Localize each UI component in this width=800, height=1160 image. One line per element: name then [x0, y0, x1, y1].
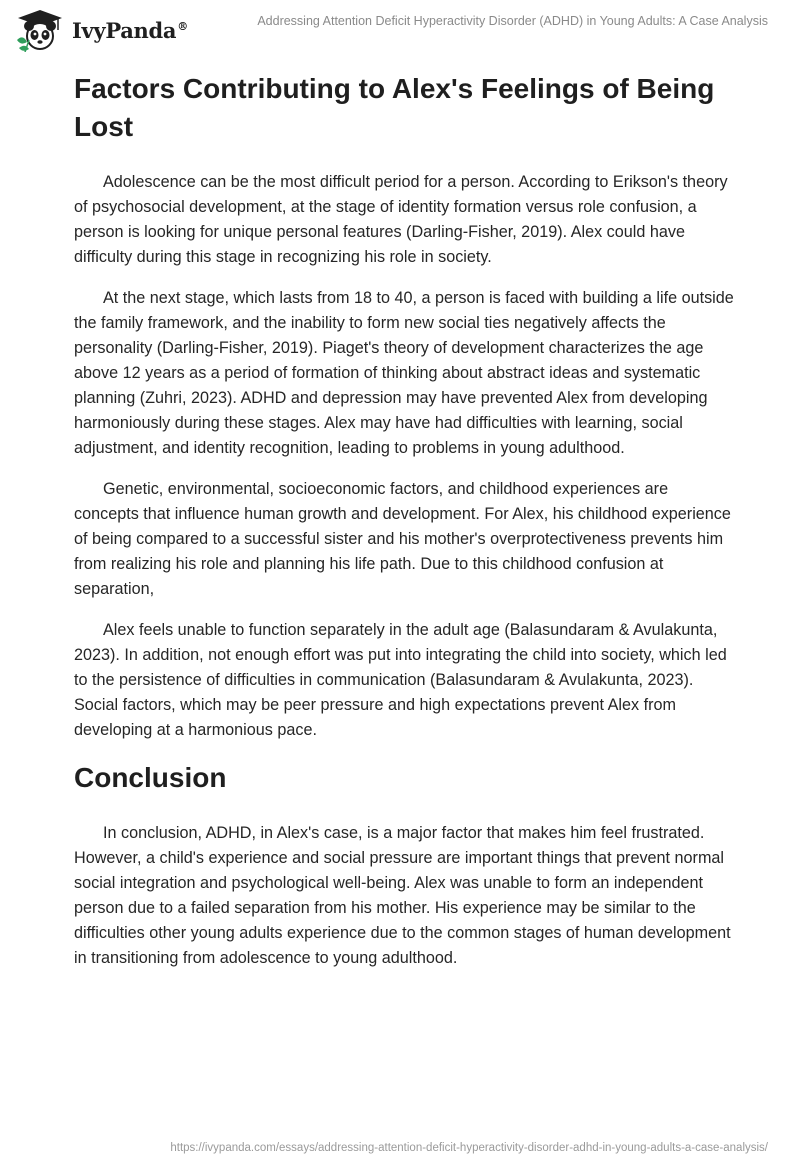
paragraph: Alex feels unable to function separately in the adult age (Balasundaram & Avulakunta, 2023). In addition, not enough effort was put into integrating the child into society, which led to the persistence of difficulties in communication (Balasundaram & Avulakunta, 2023). Social factors, which may be peer pressure and high expectations prevent Alex from developing at a harmonious pace.: [74, 621, 727, 739]
paragraph: In conclusion, ADHD, in Alex's case, is a major factor that makes him feel frustrated. However, a child's experience and social pressure are important things that prevent normal social integration and psychological well-being. Alex was unable to form an independent person due to a failed separation from his mother. His experience may be similar to the difficulties other young adults experience due to the common stages of human development in transitioning from adolescence to young adulthood.: [74, 824, 731, 967]
document-title-header: Addressing Attention Deficit Hyperactivity Disorder (ADHD) in Young Adults: A Case Analysis: [257, 14, 768, 28]
paragraph: Genetic, environmental, socioeconomic factors, and childhood experiences are concepts that influence human growth and development. For Alex, his childhood experience of being compared to a successful sister and his mother's overprotectiveness prevents him from realizing his role and planning his life path. Due to this childhood confusion at separation,: [74, 480, 731, 598]
panda-graduate-icon: [14, 8, 66, 52]
ivypanda-logo[interactable]: [14, 8, 188, 52]
paragraph: Adolescence can be the most difficult period for a person. According to Erikson's theory of psychosocial development, at the stage of identity formation versus role confusion, a person is looking for unique personal features (Darling-Fisher, 2019). Alex could have difficulty during this stage in recognizing his role in society.: [74, 173, 728, 266]
page-header: [0, 0, 800, 60]
paragraph: At the next stage, which lasts from 18 to 40, a person is faced with building a life outside the family framework, and the inability to form new social ties negatively affects the personality (Darling-Fisher, 2019). Piaget's theory of development characterizes the age above 12 years as a period of formation of thinking about abstract ideas and systematic planning (Zuhri, 2023). ADHD and depression may have prevented Alex from developing harmoniously during these stages. Alex may have had difficulties with learning, social adjustment, and identity recognition, leading to problems in young adulthood.: [74, 289, 734, 457]
section-heading: Factors Contributing to Alex's Feelings of Being Lost: [74, 73, 715, 142]
source-url-link[interactable]: https://ivypanda.com/essays/addressing-attention-deficit-hyperactivity-disorder-adhd-in-young-adults-a-case-analysis/: [170, 1142, 768, 1154]
article-content: [74, 70, 734, 987]
conclusion-heading: Conclusion: [74, 762, 227, 793]
logo-text: IvyPanda®: [72, 17, 188, 43]
